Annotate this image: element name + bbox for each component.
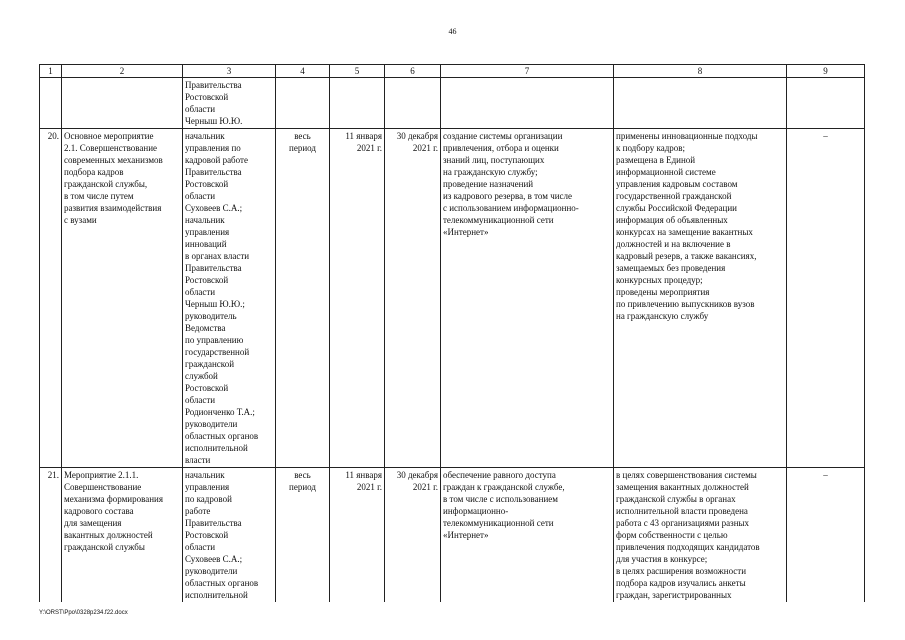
column-number: 5 [330,65,385,78]
measure-name-cell [62,129,183,468]
cell-line: создание системы организации [443,131,563,141]
cell-line: Мероприятие 2.1.1. [64,470,139,480]
actual-result-cell [614,468,787,603]
cell-line: кадровый резерв, а также вакансиях, [616,251,757,261]
cell-line: 11 января [345,470,382,480]
cell-line: размещена в Единой [616,155,696,165]
cell-line: государственной гражданской [616,191,732,201]
cell-line: период [289,482,316,492]
cell-line: механизма формирования [64,494,163,504]
cell-line: Суховеев С.А.; [185,554,243,564]
cell-line: 30 декабря [396,131,438,141]
cell-line: привлечения, отбора и оценки [443,143,559,153]
cell-line: исполнительной [185,590,248,600]
cell-line: подбора кадров [64,167,124,177]
cell-line: информационной системе [616,167,716,177]
executor-cell [183,78,276,129]
cell-line: гражданской службы в органах [616,494,736,504]
start-date-cell [330,129,385,468]
cell-line: работа с 43 организациями разных [616,518,750,528]
cell-line: работе [185,506,211,516]
cell-line: управления [185,482,230,492]
row-number-cell [40,78,62,129]
cell-line: руководители [185,419,238,429]
column-number-row [40,65,865,78]
start-date-cell [330,78,385,129]
cell-line: службой [185,371,218,381]
column-number: 2 [62,65,183,78]
cell-line: Ростовской [185,275,229,285]
note-cell: – [787,129,865,468]
executor-cell [183,129,276,468]
cell-line: Ростовской [185,383,229,393]
cell-line: власти [185,455,211,465]
note-cell [787,78,865,129]
cell-line: по привлечению выпускников вузов [616,299,755,309]
cell-line: на гражданскую службу [616,311,709,321]
cell-line: в целях совершенствования системы [616,470,757,480]
cell-line: «Интернет» [443,530,489,540]
table-row [40,468,865,603]
cell-line: весь [294,470,311,480]
cell-line: граждан, зарегистрированных [616,590,732,600]
column-number: 1 [40,65,62,78]
measure-name-cell [62,468,183,603]
cell-line: Ведомства [185,323,226,333]
cell-line: информационно- [443,506,509,516]
expected-result-cell [441,468,614,603]
cell-line: 2021 г. [412,143,438,153]
cell-line: 30 декабря [396,470,438,480]
cell-line: инноваций [185,239,227,249]
cell-line: Родионченко Т.А.; [185,407,255,417]
period-cell [276,129,330,468]
cell-line: в том числе путем [64,191,134,201]
cell-line: телекоммуникационной сети [443,215,554,225]
period-cell [276,468,330,603]
cell-line: исполнительной [185,443,248,453]
cell-line: информация об объявленных [616,215,728,225]
cell-line: 2.1. Совершенствование [64,143,158,153]
cell-line: гражданской службы, [64,179,148,189]
actual-result-cell [614,129,787,468]
cell-line: Правительства [185,263,242,273]
cell-line: 2021 г. [356,143,382,153]
column-number: 8 [614,65,787,78]
column-number: 3 [183,65,276,78]
start-date-cell [330,468,385,603]
cell-line: Ростовской [185,92,229,102]
cell-line: подбора кадров изучались анкеты [616,578,746,588]
cell-line: области [185,542,216,552]
cell-line: Правительства [185,80,242,90]
cell-line: к подбору кадров; [616,143,686,153]
cell-line: в целях расширения возможности [616,566,747,576]
end-date-cell [385,78,441,129]
cell-line: Ростовской [185,179,229,189]
cell-line: Черныш Ю.Ю. [185,116,243,126]
cell-line: с использованием информационно- [443,203,579,213]
cell-line: областных органов [185,578,259,588]
cell-line: с вузами [64,215,97,225]
file-path-footer: Y:\ORST\Ppo\0328p234.f22.docx [39,610,128,616]
cell-line: начальник [185,215,225,225]
cell-line: знаний лиц, поступающих [443,155,545,165]
cell-line: форм собственности с целью [616,530,728,540]
row-number-cell: 20. [40,129,62,468]
cell-line: службы Российской Федерации [616,203,737,213]
cell-line: вакантных должностей [64,530,153,540]
cell-line: управления кадровым составом [616,179,738,189]
cell-line: Правительства [185,518,242,528]
cell-line: исполнительной власти проведена [616,506,748,516]
cell-line: управления [185,227,230,237]
cell-line: области [185,287,216,297]
row-number-cell: 21. [40,468,62,603]
cell-line: гражданской [185,359,235,369]
cell-line: проведение назначений [443,179,534,189]
cell-line: должностей и на включение в [616,239,731,249]
end-date-cell [385,129,441,468]
cell-line: Совершенствование [64,482,142,492]
cell-line: гражданской службы [64,542,145,552]
cell-line: конкурсах на замещение вакантных [616,227,753,237]
cell-line: начальник [185,131,225,141]
column-number: 9 [787,65,865,78]
cell-line: для замещения [64,518,122,528]
cell-line: областных органов [185,431,259,441]
cell-line: телекоммуникационной сети [443,518,554,528]
executor-cell [183,468,276,603]
expected-result-cell [441,78,614,129]
page-number: 46 [448,27,457,36]
measures-table [39,64,865,602]
cell-line: Ростовской [185,530,229,540]
cell-line: из кадрового резерва, в том числе [443,191,573,201]
cell-line: Черныш Ю.Ю.; [185,299,245,309]
cell-line: Правительства [185,167,242,177]
cell-line: руководители [185,566,238,576]
column-number: 7 [441,65,614,78]
cell-line: замещаемых без проведения [616,263,726,273]
cell-line: 2021 г. [356,482,382,492]
cell-line: проведены мероприятия [616,287,710,297]
cell-line: кадровой работе [185,155,248,165]
cell-line: привлечения подходящих кандидатов [616,542,760,552]
column-number: 6 [385,65,441,78]
cell-line: кадрового состава [64,506,134,516]
end-date-cell [385,468,441,603]
expected-result-cell [441,129,614,468]
cell-line: управления по [185,143,241,153]
cell-line: «Интернет» [443,227,489,237]
cell-line: в органах власти [185,251,250,261]
actual-result-cell [614,78,787,129]
cell-line: период [289,143,316,153]
cell-line: современных механизмов [64,155,163,165]
period-cell [276,78,330,129]
cell-line: 11 января [345,131,382,141]
cell-line: на гражданскую службу; [443,167,538,177]
cell-line: руководитель [185,311,237,321]
cell-line: области [185,104,216,114]
cell-line: граждан к гражданской службе, [443,482,565,492]
cell-line: по управлению [185,335,244,345]
cell-line: замещения вакантных должностей [616,482,749,492]
cell-line: конкурсных процедур; [616,275,703,285]
measure-name-cell [62,78,183,129]
cell-line: развития взаимодействия [64,203,162,213]
cell-line: 2021 г. [412,482,438,492]
cell-line: по кадровой [185,494,232,504]
cell-line: весь [294,131,311,141]
cell-line: для участия в конкурсе; [616,554,708,564]
cell-line: обеспечение равного доступа [443,470,556,480]
table-row [40,129,865,468]
cell-line: области [185,191,216,201]
table-row [40,78,865,129]
column-number: 4 [276,65,330,78]
cell-line: области [185,395,216,405]
cell-line: применены инновационные подходы [616,131,758,141]
cell-line: в том числе с использованием [443,494,558,504]
note-cell: – [787,468,865,603]
cell-line: Основное мероприятие [64,131,154,141]
cell-line: государственной [185,347,250,357]
cell-line: Суховеев С.А.; [185,203,243,213]
cell-line: начальник [185,470,225,480]
